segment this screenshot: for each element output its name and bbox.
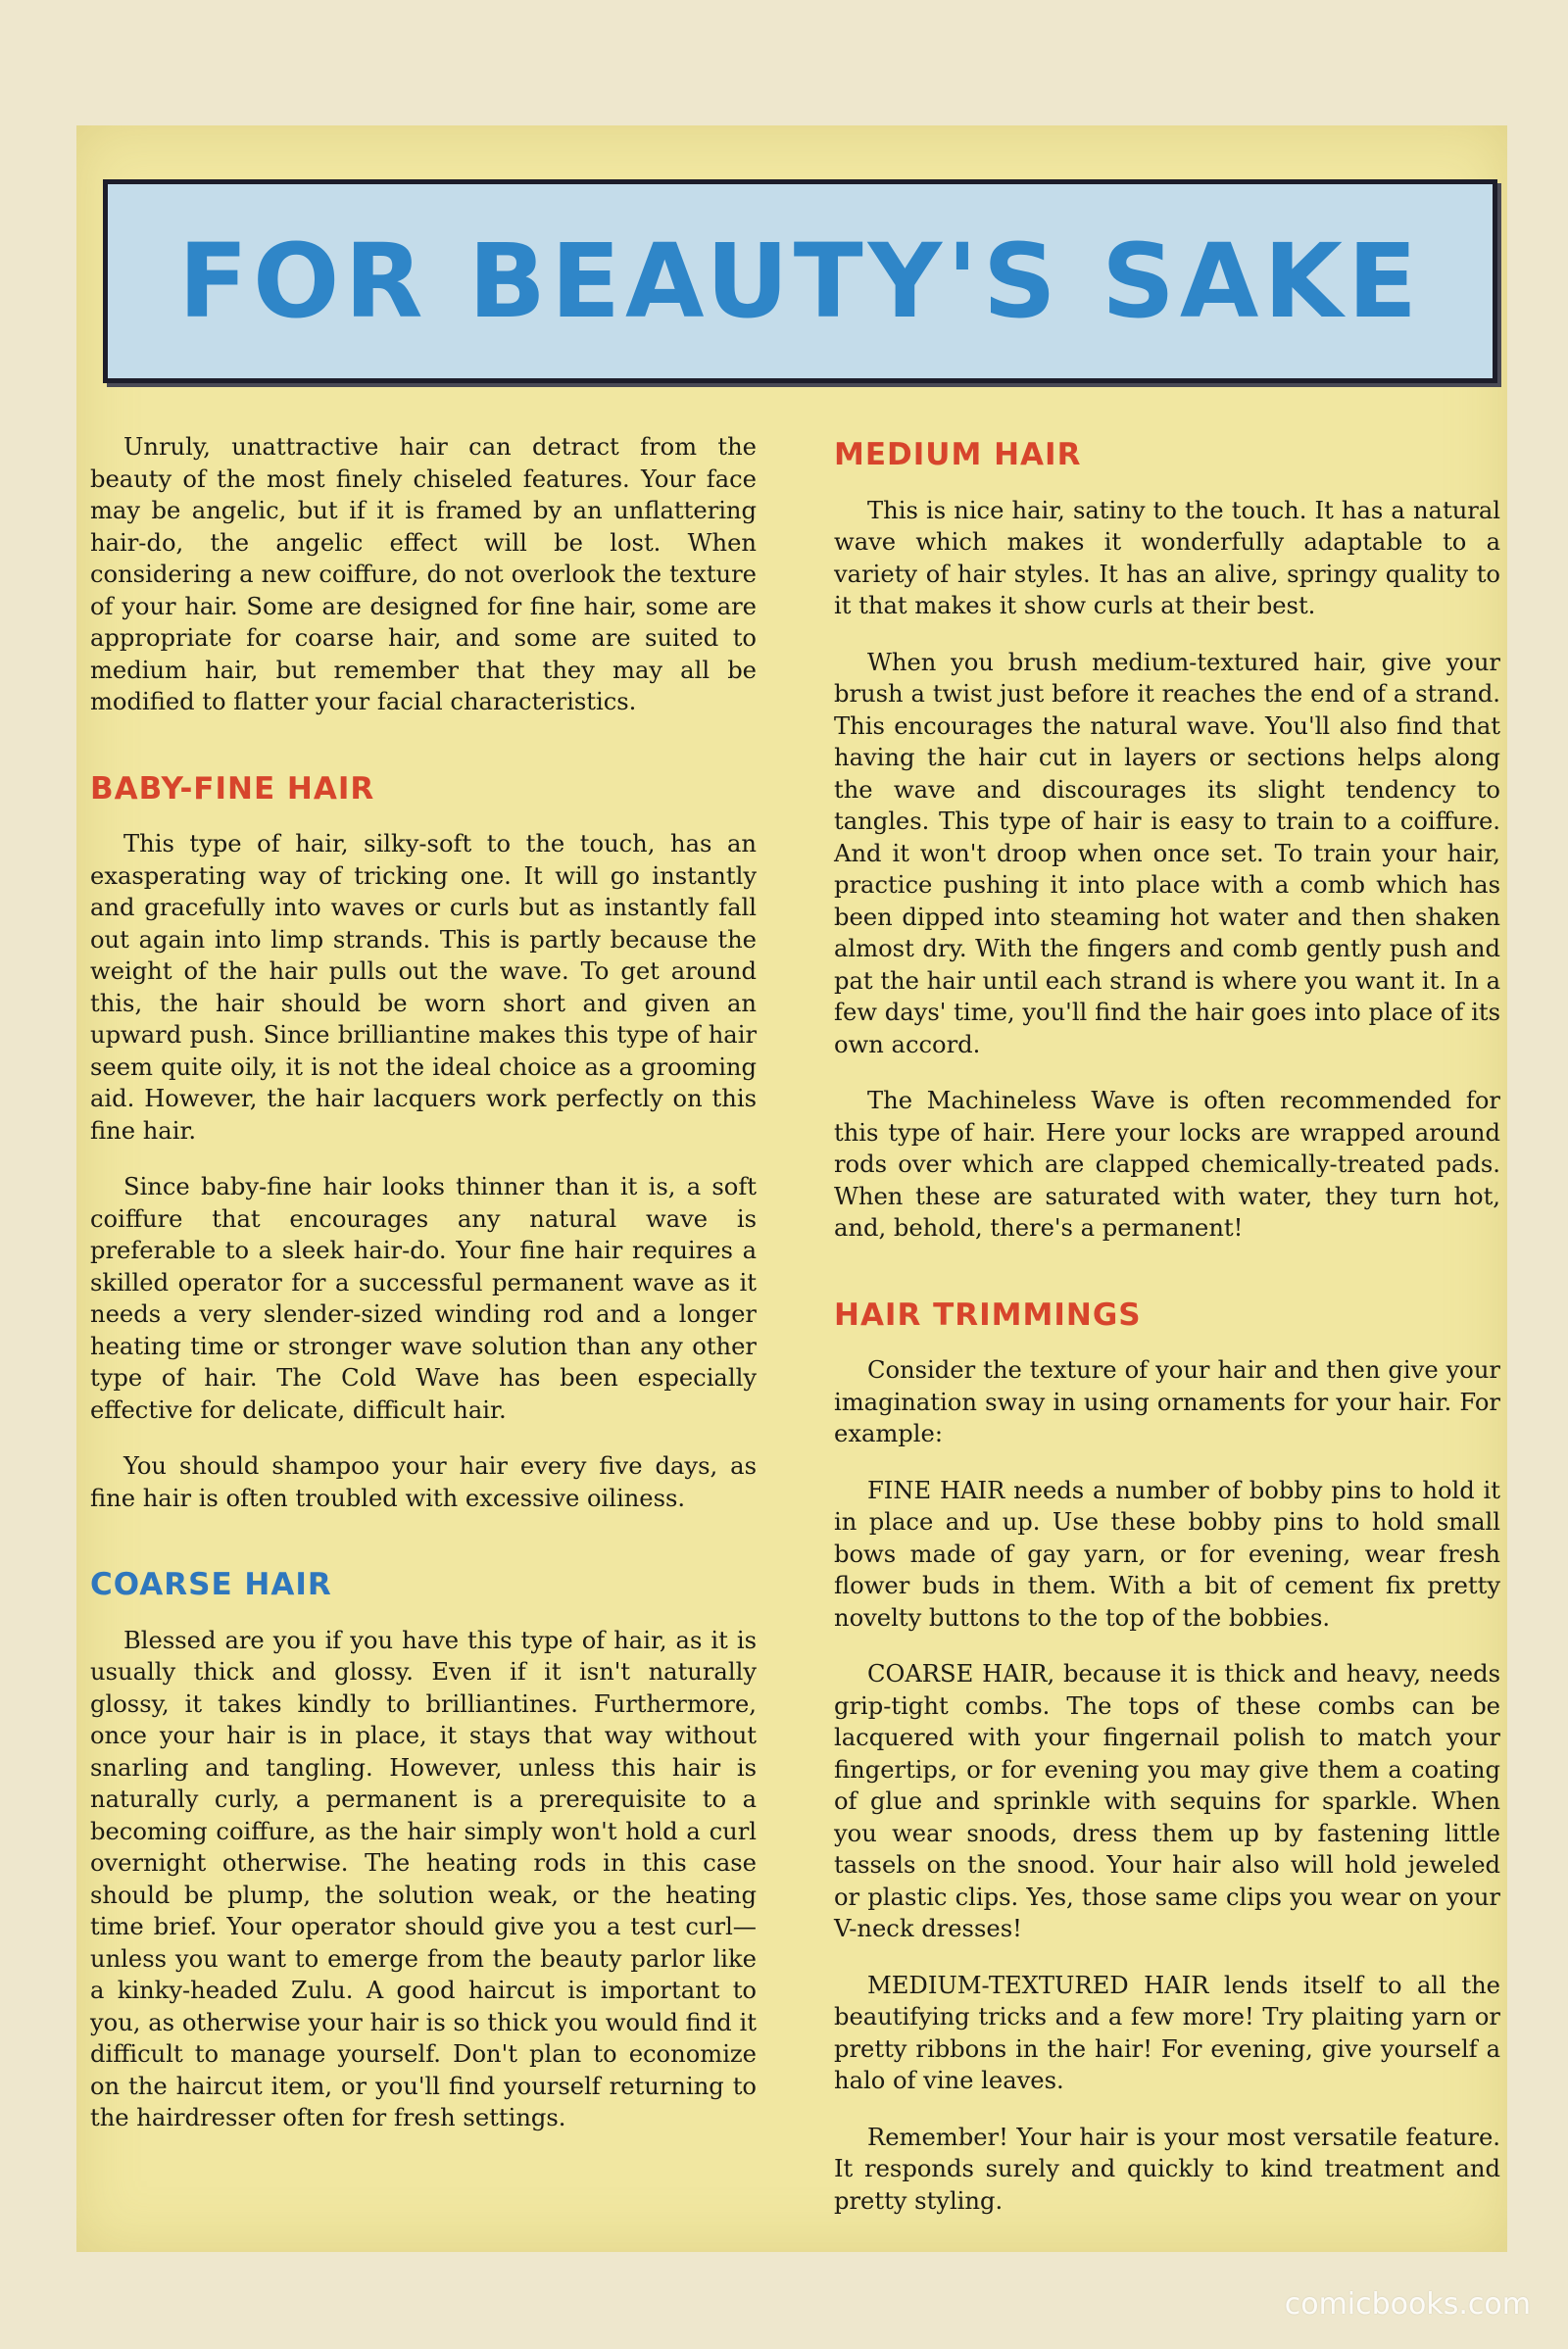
baby-fine-paragraph-1: This type of hair, silky-soft to the touch, has an exasperating way of tricking one. It will go instantly and gracefully into waves or curls but as instantly fall out again into limp strands. This is partly because the weight of the hair pulls out the wave. To get around this, the hair should be worn short and given an upward push. Since brilliantine makes this type of hair seem quite oily, it is not the ideal choice as a grooming aid. However, the hair lacquers work perfectly on this fine hair. xyxy=(90,830,757,1145)
baby-fine-paragraph-2: Since baby-fine hair looks thinner than it is, a soft coiffure that encourages any natural wave is preferable to a sleek hair-do. Your fine hair requires a skilled operator for a successful permanent wave as it needs a very slender-sized winding rod and a longer heating time or stronger wave solution than any other type of hair. The Cold Wave has been especially effective for delicate, difficult hair. xyxy=(90,1173,757,1424)
trimmings-paragraph-3: COARSE HAIR, because it is thick and heavy, needs grip-tight combs. The tops of these combs can be lacquered with your fingernail polish to match your fingertips, or for evening you may give them a coating of glue and sprinkle with sequins for sparkle. When you wear snoods, dress them up by fastening little tassels on the snood. Your hair also will hold jeweled or plastic clips. Yes, those same clips you wear on your V-neck dresses! xyxy=(834,1660,1500,1942)
right-column xyxy=(834,439,1500,2241)
medium-paragraph-2: When you brush medium-textured hair, give your brush a twist just before it reaches the end of a strand. This encourages the natural wave. You'll also find that having the hair cut in layers or sections helps along the wave and discourages its slight tendency to tangles. This type of hair is easy to train to a coiffure. And it won't droop when once set. To train your hair, practice pushing it into place with a comb which has been dipped into steaming hot water and then shaken almost dry. With the fingers and comb gently push and pat the hair until each strand is where you want it. In a few days' time, you'll find the hair goes into place of its own accord. xyxy=(834,648,1500,1058)
section-heading-medium: MEDIUM HAIR xyxy=(834,437,1082,472)
trimmings-paragraph-2: FINE HAIR needs a number of bobby pins to hold it in place and up. Use these bobby pins to hold small bows made of gay yarn, or for evening, wear fresh flower buds in them. With a bit of cement fix pretty novelty buttons to the top of the bobbies. xyxy=(834,1476,1500,1632)
trimmings-paragraph-5: Remember! Your hair is your most versatile feature. It responds surely and quickly to kind treatment and pretty styling. xyxy=(834,2123,1500,2215)
medium-paragraph-1: This is nice hair, satiny to the touch. It has a natural wave which makes it wonderfully adaptable to a variety of hair styles. It has an alive, springy quality to it that makes it show curls at their best. xyxy=(834,496,1500,619)
intro-paragraph: Unruly, unattractive hair can detract from the beauty of the most finely chiseled features. Your face may be angelic, but if it is framed by an unflattering hair-do, the angelic effect will be lost. When considering a new coiffure, do not overlook the texture of your hair. Some are designed for fine hair, some are appropriate for coarse hair, and some are suited to medium hair, but remember that they may all be modified to flatter your facial characteristics. xyxy=(90,433,757,715)
trimmings-paragraph-1: Consider the texture of your hair and then give your imagination sway in using ornaments for your hair. For example: xyxy=(834,1356,1500,1447)
baby-fine-paragraph-3: You should shampoo your hair every five days, as fine hair is often troubled with excessive oiliness. xyxy=(90,1452,757,1512)
title-banner xyxy=(103,179,1497,383)
site-watermark: comicbooks.com xyxy=(1284,2287,1531,2322)
page-title: FOR BEAUTY'S SAKE xyxy=(177,221,1422,341)
coarse-paragraph-1: Blessed are you if you have this type of hair, as it is usually thick and glossy. Even if it isn't naturally glossy, it takes kindly to brilliantines. Furthermore, once your hair is in place, it stays that way without snarling and tangling. However, unless this hair is naturally curly, a permanent is a prerequisite to a becoming coiffure, as the hair simply won't hold a curl overnight otherwise. The heating rods in this case should be plump, the solution weak, or the heating time brief. Your operator should give you a test curl—unless you want to emerge from the beauty parlor like a kinky-headed Zulu. A good haircut is important to you, as otherwise your hair is so thick you would find it difficult to manage yourself. Don't plan to economize on the haircut item, or you'll find yourself returning to the hairdresser often for fresh settings. xyxy=(90,1626,757,2131)
medium-paragraph-3: The Machineless Wave is often recommended for this type of hair. Here your locks are wrapped around rods over which are clapped chemically-treated pads. When these are saturated with water, they turn hot, and, behold, there's a permanent! xyxy=(834,1087,1500,1242)
section-heading-trimmings: HAIR TRIMMINGS xyxy=(834,1297,1142,1333)
left-column xyxy=(90,431,757,2159)
section-heading-coarse: COARSE HAIR xyxy=(90,1567,332,1602)
trimmings-paragraph-4: MEDIUM-TEXTURED HAIR lends itself to all the beautifying tricks and a few more! Try plaiting yarn or pretty ribbons in the hair! For evening, give yourself a halo of vine leaves. xyxy=(834,1971,1500,2094)
section-heading-baby-fine: BABY-FINE HAIR xyxy=(90,770,375,807)
